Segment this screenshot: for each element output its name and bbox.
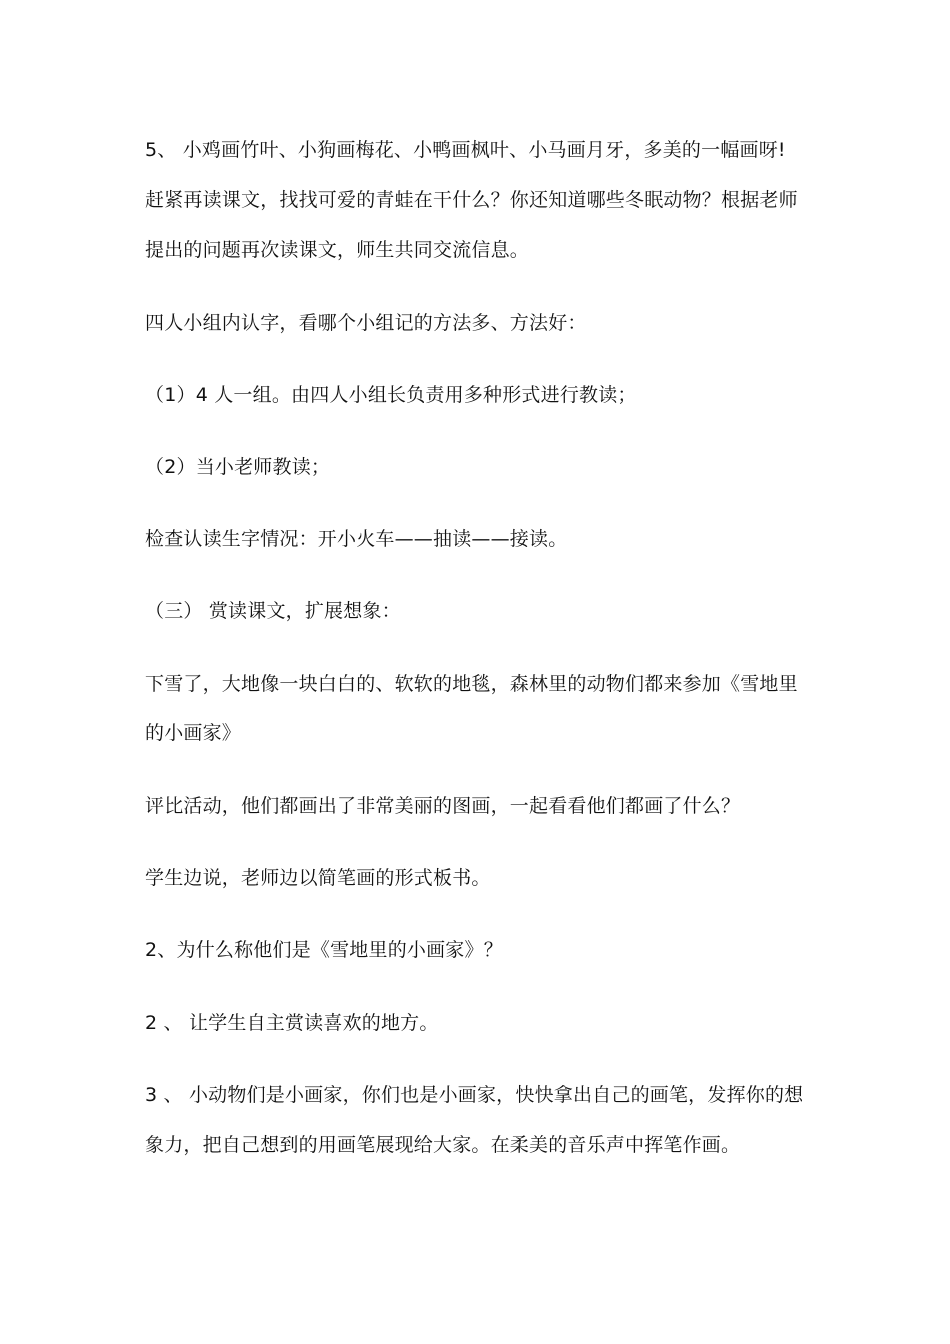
paragraph-line: 5、 小鸡画竹叶、小狗画梅花、小鸭画枫叶、小马画月牙，多美的一幅画呀! — [145, 139, 786, 161]
list-item: （1）4 人一组。由四人小组长负责用多种形式进行教读； — [145, 384, 637, 406]
section-heading: （三） 赏读课文，扩展想象： — [145, 600, 401, 622]
paragraph-line: 检查认读生字情况：开小火车——抽读——接读。 — [145, 528, 568, 550]
paragraph-line: 下雪了，大地像一块白白的、软软的地毯，森林里的动物们都来参加《雪地里 — [145, 673, 798, 695]
paragraph-line: 赶紧再读课文，找找可爱的青蛙在干什么？你还知道哪些冬眠动物？根据老师 — [145, 189, 798, 211]
list-item: 2 、 让学生自主赏读喜欢的地方。 — [145, 1012, 439, 1034]
paragraph-line: 象力，把自己想到的用画笔展现给大家。在柔美的音乐声中挥笔作画。 — [145, 1134, 741, 1156]
paragraph-line: 评比活动，他们都画出了非常美丽的图画，一起看看他们都画了什么？ — [145, 795, 741, 817]
list-item: 3 、 小动物们是小画家，你们也是小画家，快快拿出自己的画笔，发挥你的想 — [145, 1084, 804, 1106]
paragraph-line: 学生边说，老师边以简笔画的形式板书。 — [145, 867, 491, 889]
list-item: （2）当小老师教读； — [145, 456, 331, 478]
paragraph-line: 2、为什么称他们是《雪地里的小画家》？ — [145, 939, 503, 961]
paragraph-line: 的小画家》 — [145, 722, 242, 744]
paragraph-line: 四人小组内认字，看哪个小组记的方法多、方法好： — [145, 312, 587, 334]
paragraph-line: 提出的问题再次读课文，师生共同交流信息。 — [145, 239, 530, 261]
